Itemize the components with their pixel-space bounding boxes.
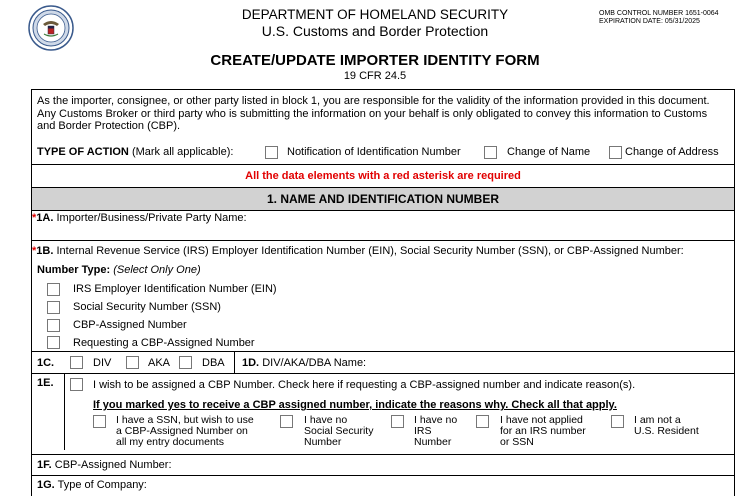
divider (31, 454, 735, 455)
reason-not-applied-label (500, 415, 586, 448)
field-1b-number: 1B. (36, 245, 54, 257)
field-1b-label: *1B. Internal Revenue Service (IRS) Employer Identification Number (EIN), Social Security Number (SSN), or CBP-Assigned Number: (32, 245, 684, 257)
action-change-address-label: Change of Address (625, 146, 719, 158)
field-1f-label (37, 459, 172, 472)
reason-ssn-but-cbp-label (116, 415, 254, 448)
aka-checkbox[interactable] (126, 356, 139, 369)
divider (31, 373, 735, 374)
reason-line: I am not a (634, 414, 681, 426)
number-type-ein-radio[interactable] (47, 283, 60, 296)
div-label: DIV (93, 357, 112, 369)
field-1f-number: 1F. (37, 459, 52, 471)
omb-info (599, 10, 719, 26)
divider (31, 351, 735, 352)
reason-line: for an IRS number (500, 425, 586, 437)
reason-line: I have not applied (500, 414, 583, 426)
field-1a-label: *1A. Importer/Business/Private Party Name: (32, 212, 247, 224)
type-of-action-label (37, 146, 233, 159)
type-of-action-hint: (Mark all applicable): (131, 146, 234, 158)
department-name: DEPARTMENT OF HOMELAND SECURITY (241, 7, 509, 22)
reason-line: U.S. Resident (634, 425, 699, 437)
number-type-label (37, 264, 201, 277)
divider (31, 240, 735, 241)
divider (31, 475, 735, 476)
field-1d-text: DIV/AKA/DBA Name: (262, 357, 367, 369)
section-1-header: 1. NAME AND IDENTIFICATION NUMBER (32, 188, 734, 210)
aka-label: AKA (148, 357, 171, 369)
number-type-ssn-radio[interactable] (47, 301, 60, 314)
reason-line: I have a SSN, but wish to use (116, 414, 254, 426)
action-notification-label: Notification of Identification Number (287, 146, 461, 158)
field-1b-text: Internal Revenue Service (IRS) Employer Identification Number (EIN), Social Security Number (SSN), or CBP-Assigned Number: (56, 245, 684, 257)
field-1d-label (242, 357, 366, 370)
reason-line: all my entry documents (116, 436, 224, 448)
reason-ssn-but-cbp-checkbox[interactable] (93, 415, 106, 428)
reason-no-ssn-checkbox[interactable] (280, 415, 293, 428)
reason-not-applied-checkbox[interactable] (476, 415, 489, 428)
divider (64, 373, 65, 450)
omb-control-number: OMB CONTROL NUMBER 1651-0064 (599, 10, 719, 17)
field-1c-number: 1C. (37, 357, 55, 369)
action-notification-checkbox[interactable] (265, 146, 278, 159)
reason-not-resident-label (634, 415, 699, 437)
number-type-ein-label: IRS Employer Identification Number (EIN) (73, 283, 277, 295)
reason-line: I have no (414, 414, 458, 426)
reason-line: a CBP-Assigned Number on (116, 425, 248, 437)
field-1g-label (37, 479, 147, 492)
reason-no-irs-label (414, 415, 457, 448)
reasons-heading: If you marked yes to receive a CBP assigned number, indicate the reasons why. Check all that apply. (93, 399, 617, 411)
dba-label: DBA (202, 357, 225, 369)
reason-no-irs-checkbox[interactable] (391, 415, 404, 428)
number-type-requesting-label: Requesting a CBP-Assigned Number (73, 337, 255, 349)
form-title: CREATE/UPDATE IMPORTER IDENTITY FORM (210, 52, 540, 69)
number-type-title: Number Type: (37, 264, 111, 276)
field-1e-number: 1E. (37, 377, 54, 389)
required-note: All the data elements with a red asterisk are required (245, 170, 521, 182)
action-change-name-checkbox[interactable] (484, 146, 497, 159)
action-change-address-checkbox[interactable] (609, 146, 622, 159)
intro-text: As the importer, consignee, or other party listed in block 1, you are responsible for the validity of the information provided in this document. Any Customs Broker or third party who is submitting the information on your behalf is only obligated to convey this information to Customs and Border Protection (CBP). (37, 95, 710, 132)
reason-line: I have no (304, 414, 348, 426)
dba-checkbox[interactable] (179, 356, 192, 369)
reason-line: IRS (414, 425, 432, 437)
field-1f-text: CBP-Assigned Number: (54, 459, 172, 471)
reason-no-ssn-label (304, 415, 373, 448)
reason-line: or SSN (500, 436, 534, 448)
reason-line: Number (414, 436, 452, 448)
expiration-date: EXPIRATION DATE: 05/31/2025 (599, 18, 700, 25)
request-cbp-number-checkbox[interactable] (70, 378, 83, 391)
field-1d-number: 1D. (242, 357, 260, 369)
type-of-action-title: TYPE OF ACTION (37, 146, 129, 158)
number-type-ssn-label: Social Security Number (SSN) (73, 301, 221, 313)
field-1e-text: I wish to be assigned a CBP Number. Check here if requesting a CBP-assigned number and indicate reason(s). (93, 379, 636, 391)
number-type-hint: (Select Only One) (113, 264, 201, 276)
reason-line: Number (304, 436, 342, 448)
agency-name: U.S. Customs and Border Protection (261, 23, 489, 39)
field-1g-number: 1G. (37, 479, 55, 491)
action-change-name-label: Change of Name (507, 146, 591, 158)
divider (234, 351, 235, 373)
field-1a-number: 1A. (36, 212, 54, 224)
div-checkbox[interactable] (70, 356, 83, 369)
number-type-cbp-radio[interactable] (47, 319, 60, 332)
field-1g-text: Type of Company: (57, 479, 147, 491)
reason-line: Social Security (304, 425, 374, 437)
number-type-cbp-label: CBP-Assigned Number (73, 319, 187, 331)
cfr-reference: 19 CFR 24.5 (343, 70, 407, 82)
number-type-requesting-radio[interactable] (47, 336, 60, 349)
divider (31, 210, 735, 211)
field-1a-text: Importer/Business/Private Party Name: (56, 212, 247, 224)
reason-not-resident-checkbox[interactable] (611, 415, 624, 428)
divider (31, 164, 735, 165)
